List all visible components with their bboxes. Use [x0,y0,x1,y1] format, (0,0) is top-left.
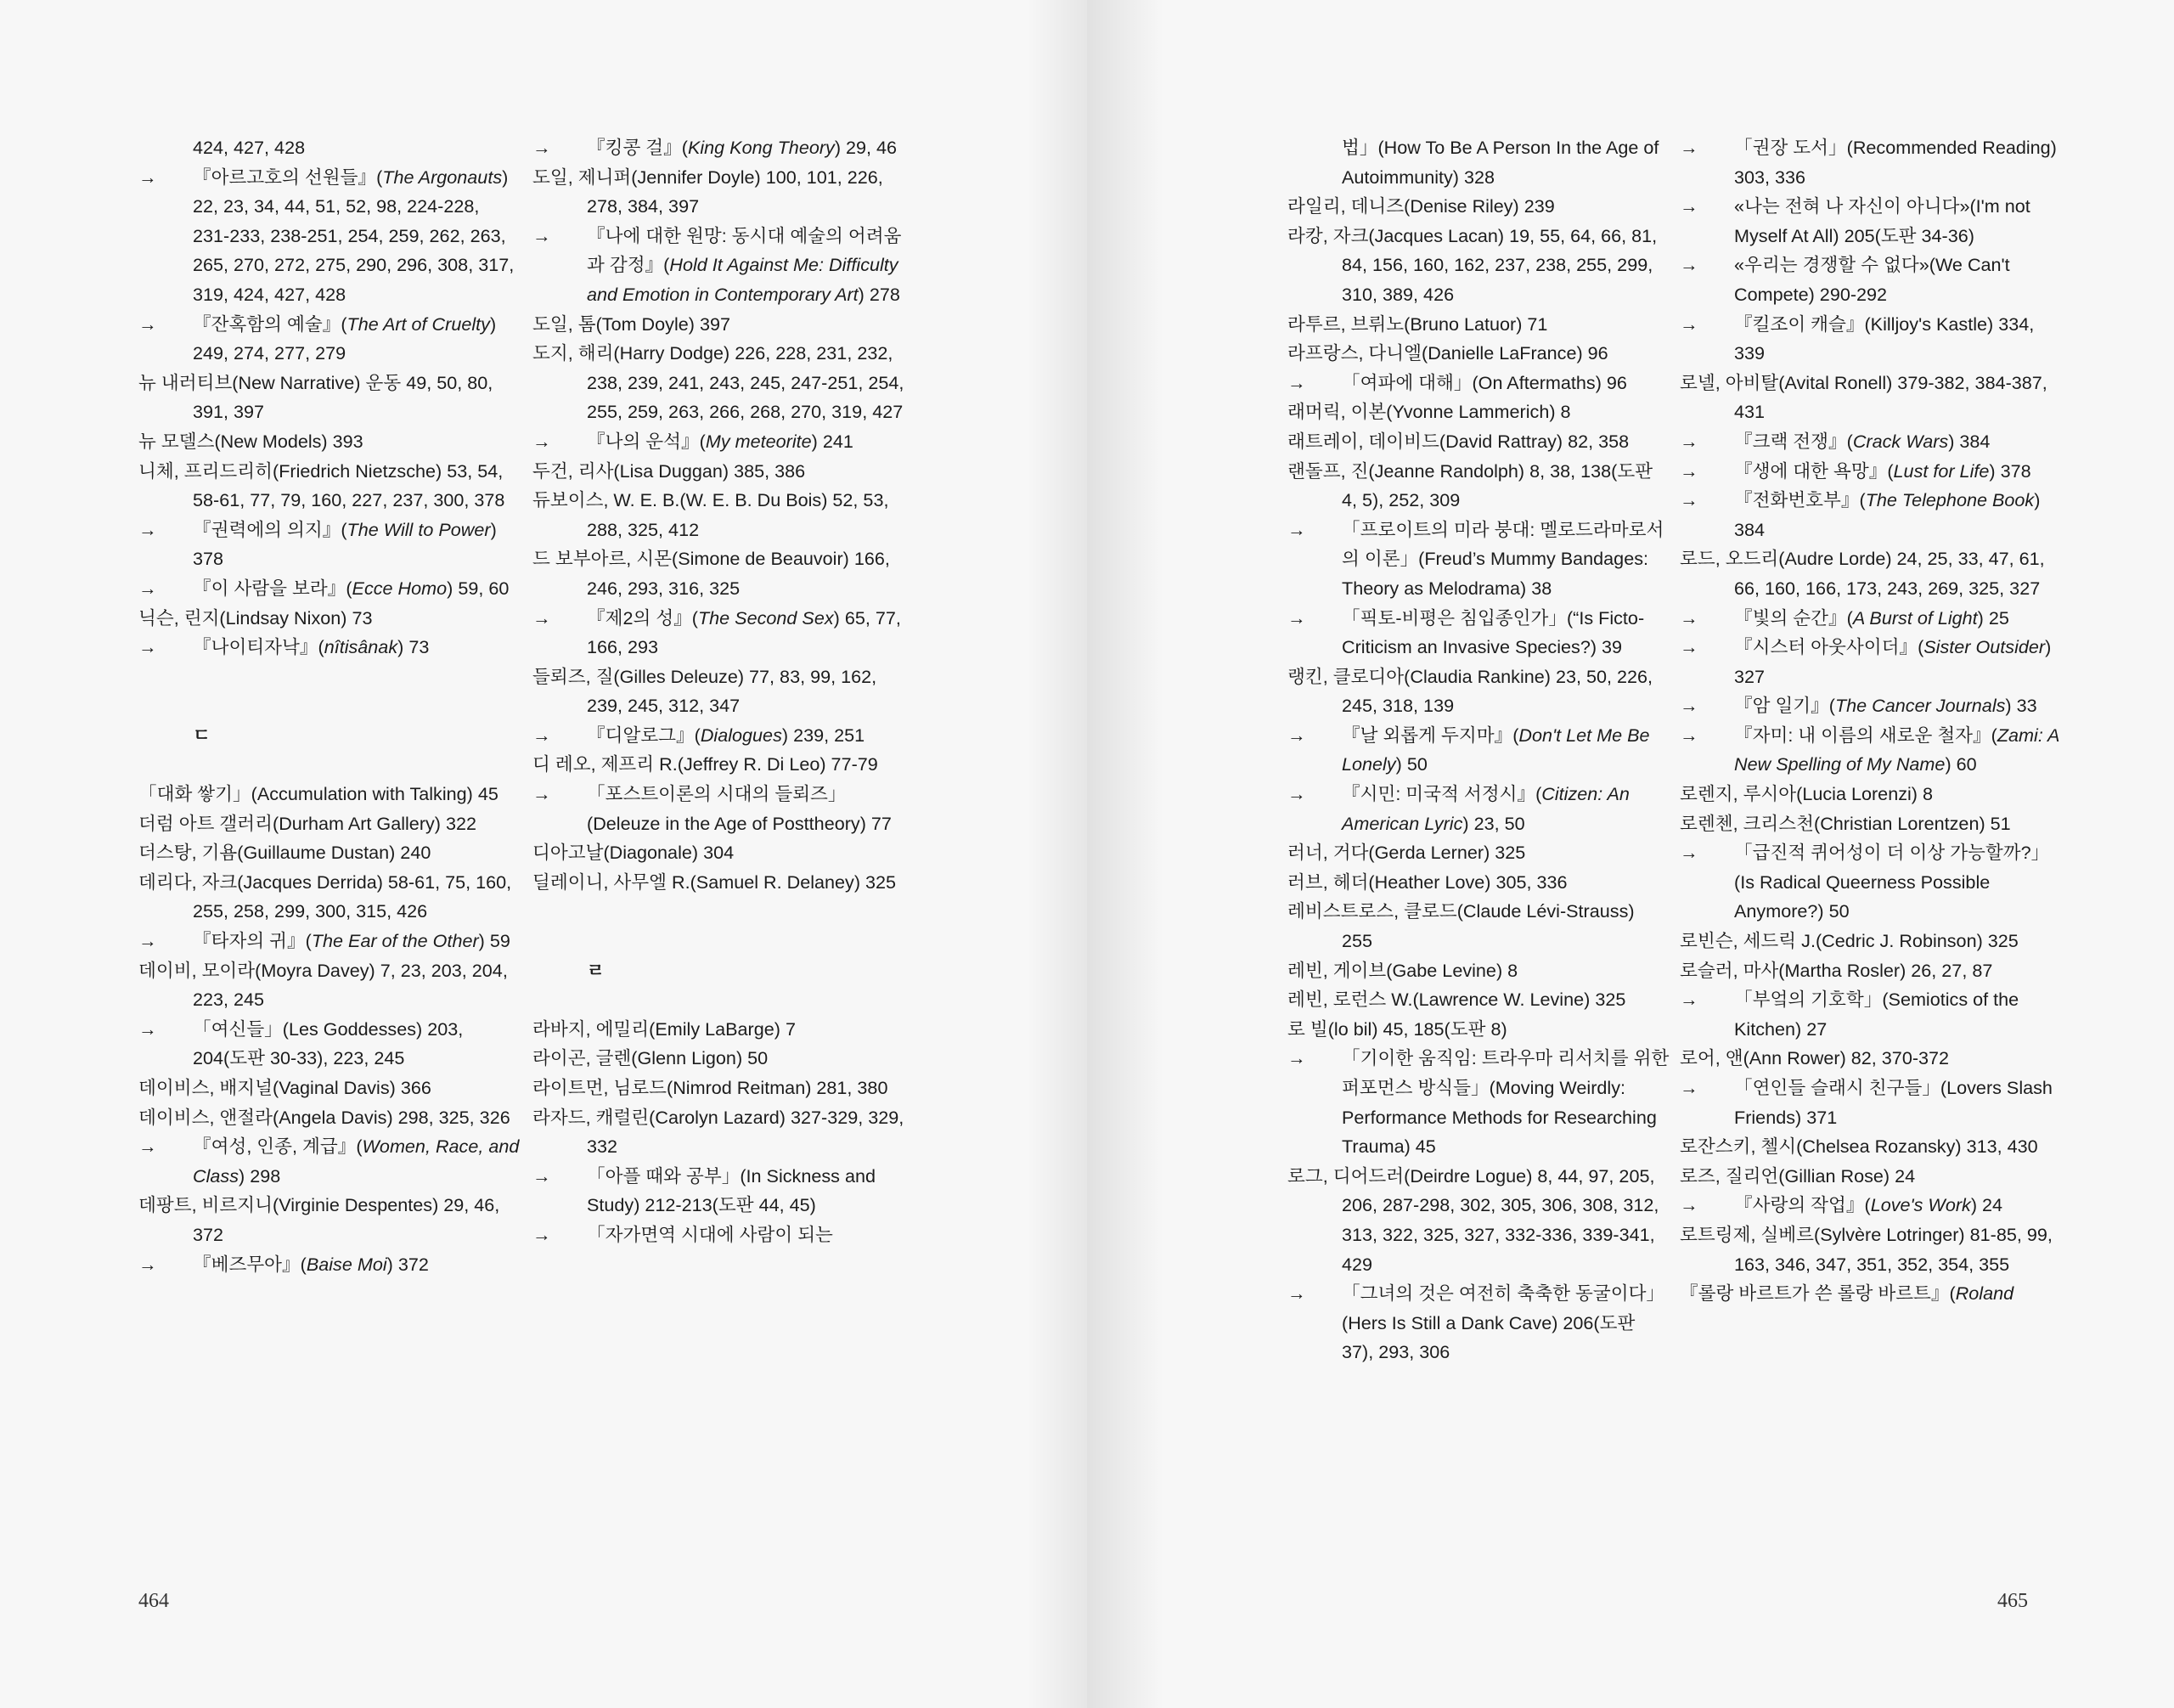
index-entry: 레비스트로스, 클로드(Claude Lévi-Strauss) 255 [1287,900,1635,952]
arrow-icon: → [1287,1047,1306,1069]
arrow-icon: → [138,1253,157,1275]
subentry-text: 「부엌의 기호학」(Semiotics of the Kitchen) 27 [1734,989,2019,1040]
arrow-icon: → [1680,1077,1698,1098]
index-entry: 들뢰즈, 질(Gilles Deleuze) 77, 83, 99, 162, 239, 245, 312, 347 [532,665,877,717]
arrow-icon: → [1287,518,1306,540]
index-subentry [1680,604,2062,634]
arrow-icon: → [138,518,157,540]
subentry-text: 「자가면역 시대에 사람이 되는 [587,1223,833,1245]
index-subentry [1680,691,2062,721]
index-subentry [1680,310,2062,369]
subentry-text: 『전화번호부』(The Telephone Book) 384 [1734,489,2041,540]
subentry-text: 『킬조이 캐슬』(Killjoy's Kastle) 334, 339 [1734,313,2035,364]
arrow-icon: → [138,577,157,599]
index-subentry [1680,721,2062,780]
index-subentry [1680,486,2062,544]
index-subentry [532,133,915,163]
index-entry: 데팡트, 비르지니(Virginie Despentes) 29, 46, 372 [138,1194,500,1245]
index-entry: 로트링제, 실베르(Sylvère Lotringer) 81-85, 99, 163, 346, 347, 351, 352, 354, 355 [1680,1223,2053,1275]
index-subentry [1680,457,2062,487]
subentry-text: 『사랑의 작업』(Love's Work) 24 [1734,1194,2003,1216]
index-subentry [1287,516,1670,604]
index-entry: 레빈, 게이브(Gabe Levine) 8 [1287,959,1518,981]
section-letter: ㄷ [193,724,211,746]
arrow-icon: → [532,606,551,629]
index-entry: 로슬러, 마사(Martha Rosler) 26, 27, 87 [1680,959,1993,981]
index-subentry [138,1015,521,1074]
index-entry: 로어, 앤(Ann Rower) 82, 370-372 [1680,1047,1950,1069]
index-subentry [1680,1191,2062,1220]
subentry-text: 『나이티자낙』(nîtisânak) 73 [193,636,430,658]
index-subentry [532,1220,915,1250]
index-entry: 러브, 헤더(Heather Love) 305, 336 [1287,871,1568,893]
index-subentry [138,574,521,604]
gutter-shadow [1087,0,1163,1708]
subentry-text: 『타자의 귀』(The Ear of the Other) 59 [193,930,510,952]
page-number: 465 [1997,1590,2028,1612]
index-entry: 로즈, 질리언(Gillian Rose) 24 [1680,1164,1916,1187]
index-entry: 라자드, 캐럴린(Carolyn Lazard) 327-329, 329, 332 [532,1106,904,1158]
index-entry: 더럼 아트 갤러리(Durham Art Gallery) 322 [138,812,477,834]
index-subentry [138,1250,521,1280]
subentry-text: 「여신들」(Les Goddesses) 203, 204(도판 30-33), 223, 245 [193,1017,464,1069]
index-entry: 두건, 리사(Lisa Duggan) 385, 386 [532,459,806,482]
arrow-icon: → [138,636,157,658]
index-subentry [1287,604,1670,662]
arrow-icon: → [532,1223,551,1245]
arrow-icon: → [138,313,157,335]
index-entry: 레빈, 로런스 W.(Lawrence W. Levine) 325 [1287,989,1626,1011]
index-subentry [1680,251,2062,309]
arrow-icon: → [1680,1194,1698,1216]
index-subentry [1680,985,2062,1044]
index-entry: 래머릭, 이본(Yvonne Lammerich) 8 [1287,401,1571,423]
arrow-icon: → [1680,606,1698,629]
index-entry: 로 빌(lo bil) 45, 185(도판 8) [1287,1017,1507,1040]
subentry-text: 「기이한 움직임: 트라우마 리서치를 위한 퍼포먼스 방식들」(Moving Weirdly: Performance Methods for Researching Trauma) 45 [1342,1047,1670,1158]
index-entry: 로빈슨, 세드릭 J.(Cedric J. Robinson) 325 [1680,930,2019,952]
arrow-icon: → [1680,842,1698,864]
index-column-3 [1287,133,1670,1367]
arrow-icon: → [138,1017,157,1040]
spacer [532,985,915,1015]
subentry-text: 「아플 때와 공부」(In Sickness and Study) 212-213(도판 44, 45) [587,1164,876,1216]
arrow-icon: → [1680,313,1698,335]
index-entry: 라일리, 데니즈(Denise Riley) 239 [1287,195,1555,217]
index-subentry [1287,1044,1670,1161]
index-subentry [138,633,521,662]
subentry-text: 「여파에 대해」(On Aftermaths) 96 [1342,371,1627,393]
index-column-2 [532,133,915,1250]
subentry-text: 『시민: 미국적 서정시』(Citizen: An American Lyric) 23, 50 [1342,783,1630,834]
index-entry: 로드, 오드리(Audre Lorde) 24, 25, 33, 47, 61, 66, 160, 166, 173, 243, 269, 325, 327 [1680,548,2045,599]
subentry-text: 『권력에의 의지』(The Will to Power) 378 [193,518,497,570]
index-subentry [532,721,915,751]
arrow-icon: → [1680,724,1698,746]
spacer [138,750,521,780]
arrow-icon: → [532,224,551,246]
index-entry: 도일, 제니퍼(Jennifer Doyle) 100, 101, 226, 278, 384, 397 [532,166,883,217]
subentry-text: 『디알로그』(Dialogues) 239, 251 [587,724,865,746]
index-entry: 라프랑스, 다니엘(Danielle LaFrance) 96 [1287,342,1608,364]
subentry-text: 『크랙 전쟁』(Crack Wars) 384 [1734,430,1991,452]
subentry-text: 「프로이트의 미라 붕대: 멜로드라마로서의 이론」(Freud’s Mummy Bandages: Theory as Melodrama) 38 [1342,518,1664,599]
subentry-text: 「그녀의 것은 여전히 축축한 동굴이다」(Hers Is Still a Dank Cave) 206(도판 37), 293, 306 [1342,1282,1665,1363]
index-column-4 [1680,133,2062,1309]
index-entry: 랜돌프, 진(Jeanne Randolph) 8, 38, 138(도판 4, 5), 252, 309 [1287,459,1653,511]
subentry-text: 「포스트이론의 시대의 들뢰즈」(Deleuze in the Age of Posttheory) 77 [587,783,892,834]
arrow-icon: → [532,724,551,746]
index-entry: 로넬, 아비탈(Avital Ronell) 379-382, 384-387, 431 [1680,371,2047,423]
index-subentry [1680,192,2062,251]
index-subentry [532,1162,915,1220]
subentry-text: 「연인들 슬래시 친구들」(Lovers Slash Friends) 371 [1734,1077,2053,1128]
index-subentry [1287,721,1670,780]
index-subentry [1287,780,1670,838]
index-entry: 뉴 내러티브(New Narrative) 운동 49, 50, 80, 391, 397 [138,371,493,423]
index-entry: 로렌지, 루시아(Lucia Lorenzi) 8 [1680,783,1933,805]
arrow-icon: → [1680,459,1698,482]
subentry-text: 「급진적 퀴어성이 더 이상 가능할까?」(Is Radical Queerness Possible Anymore?) 50 [1734,842,2050,922]
subentry-text: 『시스터 아웃사이더』(Sister Outsider) 327 [1734,636,2052,687]
subentry-text: 『나에 대한 원망: 동시대 예술의 어려움과 감정』(Hold It Against Me: Difficulty and Emotion in Contemporary Art) 278 [587,224,902,305]
arrow-icon: → [138,930,157,952]
arrow-icon: → [532,430,551,452]
spacer [532,927,915,956]
subentry-text: 『암 일기』(The Cancer Journals) 33 [1734,695,2037,717]
spacer [138,691,521,721]
subentry-text: 『나의 운석』(My meteorite) 241 [587,430,853,452]
index-entry: 라바지, 에밀리(Emily LaBarge) 7 [532,1017,796,1040]
subentry-text: 『이 사람을 보라』(Ecce Homo) 59, 60 [193,577,510,599]
index-entry: 도일, 톰(Tom Doyle) 397 [532,313,730,335]
index-subentry [1680,427,2062,457]
index-subentry [532,222,915,310]
index-entry: 로그, 디어드러(Deirdre Logue) 8, 44, 97, 205, 206, 287-298, 302, 305, 306, 308, 312, 313, 322, 325, 327, 332-336, 339-341, 429 [1287,1164,1659,1275]
index-subentry [138,163,521,310]
index-entry: 데이비스, 배지널(Vaginal Davis) 366 [138,1077,431,1098]
subentry-text: 『빛의 순간』(A Burst of Light) 25 [1734,606,2009,629]
index-entry: 뉴 모델스(New Models) 393 [138,430,363,452]
index-entry: 니체, 프리드리히(Friedrich Nietzsche) 53, 54, 58-61, 77, 79, 160, 227, 237, 300, 378 [138,459,505,511]
subentry-text: 『여성, 인종, 계급』(Women, Race, and Class) 298 [193,1136,520,1187]
arrow-icon: → [1680,695,1698,717]
index-subentry [1287,1279,1670,1367]
index-entry: 래트레이, 데이비드(David Rattray) 82, 358 [1287,430,1630,452]
subentry-text: 「권장 도서」(Recommended Reading) 303, 336 [1734,137,2057,188]
index-entry: 드 보부아르, 시몬(Simone de Beauvoir) 166, 246, 293, 316, 325 [532,548,890,599]
spacer [532,897,915,927]
index-subentry [532,604,915,662]
subentry-text: 『자미: 내 이름의 새로운 철자』(Zami: A New Spelling of My Name) 60 [1734,724,2059,775]
subentry-text: 『날 외롭게 두지마』(Don't Let Me Be Lonely) 50 [1342,724,1650,775]
index-entry: 라캉, 자크(Jacques Lacan) 19, 55, 64, 66, 81, 84, 156, 160, 162, 237, 238, 255, 299, 310, 389, 426 [1287,224,1658,305]
subentry-text: «나는 전혀 나 자신이 아니다»(I'm not Myself At All) 205(도판 34-36) [1734,195,2030,246]
subentry-text: 『아르고호의 선원들』(The Argonauts) 22, 23, 34, 44, 51, 52, 98, 224-228, 231-233, 238-251, 254, 259, 262, 263, 265, 270, 272, 275, 290, 296, 308, 317, 319, 424, 427, 428 [193,166,515,305]
index-continuation: 법」(How To Be A Person In the Age of Autoimmunity) 328 [1342,137,1659,188]
arrow-icon: → [532,1164,551,1187]
index-entry: 듀보이스, W. E. B.(W. E. B. Du Bois) 52, 53, 288, 325, 412 [532,489,889,540]
index-entry: 더스탕, 기욤(Guillaume Dustan) 240 [138,842,431,864]
index-entry: 도지, 해리(Harry Dodge) 226, 228, 231, 232, 238, 239, 241, 243, 245, 247-251, 254, 255, 259, 263, 266, 268, 270, 319, 427 [532,342,904,423]
index-entry: 로잔스키, 첼시(Chelsea Rozansky) 313, 430 [1680,1136,2038,1158]
index-entry: 데리다, 자크(Jacques Derrida) 58-61, 75, 160, 255, 258, 299, 300, 315, 426 [138,871,512,922]
arrow-icon: → [532,783,551,805]
index-entry: 딜레이니, 사무엘 R.(Samuel R. Delaney) 325 [532,871,897,893]
index-subentry [138,310,521,369]
subentry-text: 「픽토-비평은 침입종인가」(“Is Ficto-Criticism an Invasive Species?) 39 [1342,606,1645,658]
subentry-text: 『킹콩 걸』(King Kong Theory) 29, 46 [587,137,898,158]
arrow-icon: → [532,137,551,158]
arrow-icon: → [138,166,157,188]
arrow-icon: → [1287,724,1306,746]
index-entry: 랭킨, 클로디아(Claudia Rankine) 23, 50, 226, 245, 318, 139 [1287,665,1653,717]
subentry-text: 『잔혹함의 예술』(The Art of Cruelty) 249, 274, 277, 279 [193,313,497,364]
subentry-text: 『제2의 성』(The Second Sex) 65, 77, 166, 293 [587,606,901,658]
index-entry: 데이비, 모이라(Moyra Davey) 7, 23, 203, 204, 223, 245 [138,959,508,1011]
index-entry: 닉슨, 린지(Lindsay Nixon) 73 [138,606,373,629]
index-subentry [1680,1074,2062,1132]
index-column-1 [138,133,521,1279]
arrow-icon: → [1287,606,1306,629]
index-subentry [1680,633,2062,691]
index-entry: 라이트먼, 님로드(Nimrod Reitman) 281, 380 [532,1077,888,1098]
arrow-icon: → [138,1136,157,1158]
index-continuation: 424, 427, 428 [193,137,306,158]
index-subentry [532,427,915,457]
index-entry: 『롤랑 바르트가 쓴 롤랑 바르트』(Roland [1680,1282,2014,1305]
index-subentry [138,1132,521,1191]
index-entry: 라투르, 브뤼노(Bruno Latuor) 71 [1287,313,1548,335]
index-entry: 디아고날(Diagonale) 304 [532,842,735,864]
index-subentry [138,516,521,574]
index-entry: 라이곤, 글렌(Glenn Ligon) 50 [532,1047,769,1069]
arrow-icon: → [1287,1282,1306,1305]
arrow-icon: → [1287,783,1306,805]
arrow-icon: → [1680,636,1698,658]
arrow-icon: → [1680,489,1698,511]
arrow-icon: → [1287,371,1306,393]
arrow-icon: → [1680,195,1698,217]
index-subentry [1287,369,1670,398]
section-letter: ㄹ [587,959,605,981]
subentry-text: «우리는 경쟁할 수 없다»(We Can't Compete) 290-292 [1734,254,2010,305]
index-subentry [1680,838,2062,927]
subentry-text: 『생에 대한 욕망』(Lust for Life) 378 [1734,459,2031,482]
index-subentry [532,780,915,838]
arrow-icon: → [1680,430,1698,452]
arrow-icon: → [1680,137,1698,158]
subentry-text: 『베즈무아』(Baise Moi) 372 [193,1253,429,1275]
index-entry: 「대화 쌓기」(Accumulation with Talking) 45 [138,783,498,805]
index-entry: 데이비스, 앤절라(Angela Davis) 298, 325, 326 [138,1106,510,1128]
arrow-icon: → [1680,989,1698,1011]
index-entry: 러너, 거다(Gerda Lerner) 325 [1287,842,1526,864]
gutter-shadow [1028,0,1087,1708]
page-number: 464 [138,1590,169,1612]
index-subentry [138,927,521,956]
index-subentry [1680,133,2062,192]
right-page [1087,0,2174,1708]
index-entry: 디 레오, 제프리 R.(Jeffrey R. Di Leo) 77-79 [532,753,878,775]
index-entry: 로렌첸, 크리스천(Christian Lorentzen) 51 [1680,812,2011,834]
arrow-icon: → [1680,254,1698,276]
spacer [138,662,521,692]
